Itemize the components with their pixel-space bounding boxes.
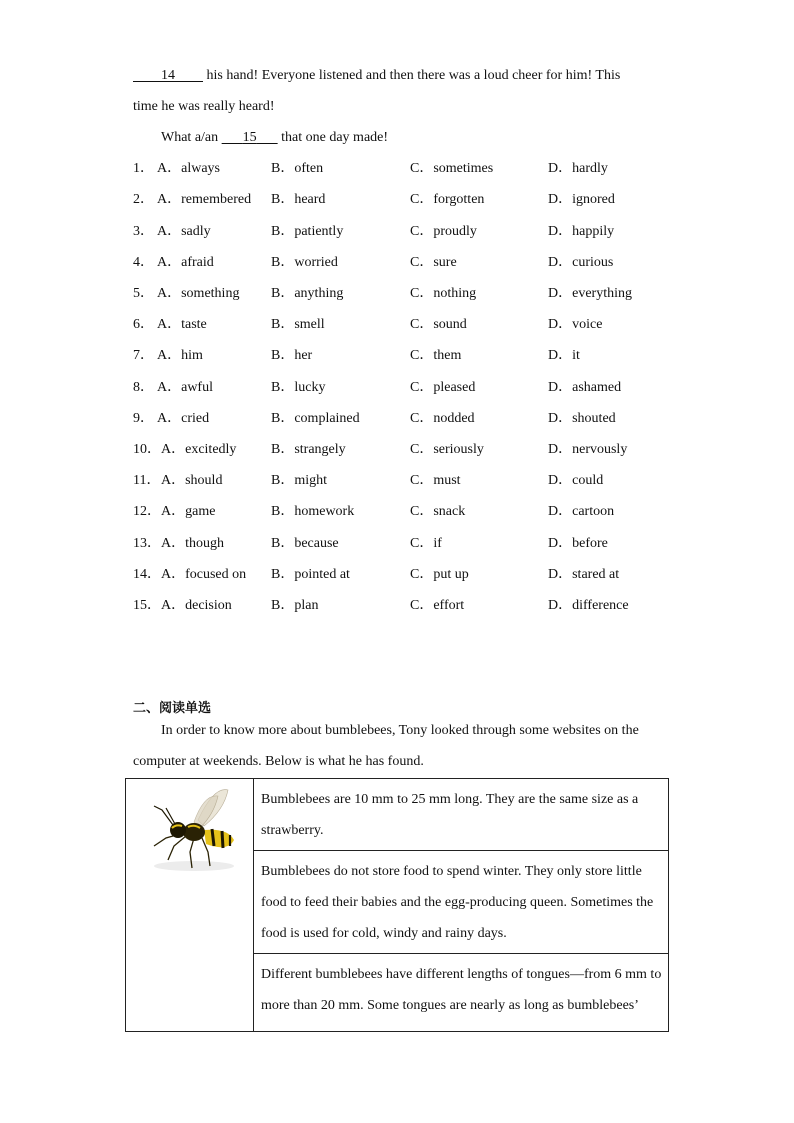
info-cell-food: Bumblebees do not store food to spend winter. They only store little food to feed their babies and the egg-producing queen. Sometimes the food is used for cold, windy and rainy days. [254, 851, 669, 954]
question-number: 4． [133, 255, 154, 270]
option-b: B．smell [271, 317, 325, 332]
blank-14 [133, 67, 203, 85]
option-c: C．pleased [410, 380, 476, 395]
option-c: C．them [410, 348, 462, 363]
question-number: 12． [133, 504, 161, 519]
option-c: C．if [410, 536, 442, 551]
option-c: C．must [410, 473, 461, 488]
option-d: D．shouted [548, 411, 616, 426]
question-number: 10． [133, 442, 161, 457]
option-a: A．awful [157, 380, 213, 395]
question-number: 7． [133, 348, 154, 363]
question-number: 6． [133, 317, 154, 332]
option-a: A．afraid [157, 255, 214, 270]
option-a: A．excitedly [161, 442, 237, 457]
option-b: B．heard [271, 192, 326, 207]
option-d: D．it [548, 348, 580, 363]
option-d: D．happily [548, 224, 615, 239]
option-b: B．homework [271, 504, 355, 519]
option-d: D．before [548, 536, 608, 551]
option-a: A．game [161, 504, 216, 519]
option-b: B．plan [271, 598, 319, 613]
option-c: C．sometimes [410, 161, 494, 176]
option-b: B．anything [271, 286, 344, 301]
question-number: 14． [133, 567, 161, 582]
option-d: D．difference [548, 598, 629, 613]
option-b: B．might [271, 473, 328, 488]
option-a: A．though [161, 536, 224, 551]
passage-line-2: time he was really heard! [133, 99, 275, 114]
option-d: D．everything [548, 286, 632, 301]
question-number: 11． [133, 473, 161, 488]
option-c: C．sound [410, 317, 467, 332]
option-a: A．decision [161, 598, 232, 613]
section-heading: 二、阅读单选 [133, 701, 212, 716]
option-d: D．nervously [548, 442, 628, 457]
option-d: D．stared at [548, 567, 620, 582]
blank-number: 15 [242, 130, 257, 145]
passage-text: that one day made! [277, 130, 389, 145]
option-b: B．because [271, 536, 339, 551]
option-c: C．nothing [410, 286, 477, 301]
passage-text: What a/an [161, 130, 222, 145]
option-d: D．hardly [548, 161, 608, 176]
option-d: D．ashamed [548, 380, 622, 395]
option-a: A．should [161, 473, 223, 488]
option-b: B．strangely [271, 442, 346, 457]
option-a: A．him [157, 348, 203, 363]
option-b: B．worried [271, 255, 338, 270]
option-c: C．forgotten [410, 192, 485, 207]
option-a: A．sadly [157, 224, 211, 239]
option-c: C．seriously [410, 442, 484, 457]
option-d: D．curious [548, 255, 614, 270]
question-number: 15． [133, 598, 161, 613]
option-a: A．focused on [161, 567, 247, 582]
question-number: 2． [133, 192, 154, 207]
passage-line-1 [133, 67, 620, 85]
option-b: B．pointed at [271, 567, 350, 582]
question-number: 9． [133, 411, 154, 426]
option-a: A．cried [157, 411, 210, 426]
bumblebee-info-table [125, 778, 669, 1032]
option-c: C．snack [410, 504, 466, 519]
option-b: B．patiently [271, 224, 344, 239]
option-b: B．her [271, 348, 313, 363]
option-b: B．lucky [271, 380, 326, 395]
option-d: D．voice [548, 317, 603, 332]
passage-line-3 [161, 129, 388, 147]
reading-intro-line-1: In order to know more about bumblebees, Tony looked through some websites on the [161, 723, 639, 738]
option-a: A．something [157, 286, 240, 301]
wasp-image [144, 780, 236, 880]
passage-text: his hand! Everyone listened and then there was a loud cheer for him! This [203, 68, 621, 83]
option-c: C．put up [410, 567, 469, 582]
question-number: 8． [133, 380, 154, 395]
blank-15 [222, 129, 278, 147]
table-row [126, 779, 669, 851]
option-b: B．complained [271, 411, 360, 426]
option-c: C．effort [410, 598, 465, 613]
option-a: A．taste [157, 317, 207, 332]
question-number: 3． [133, 224, 154, 239]
option-b: B．often [271, 161, 324, 176]
question-number: 5． [133, 286, 154, 301]
reading-intro-line-2: computer at weekends. Below is what he has found. [133, 754, 424, 769]
option-c: C．nodded [410, 411, 475, 426]
blank-number: 14 [161, 68, 175, 83]
option-a: A．always [157, 161, 220, 176]
option-d: D．could [548, 473, 604, 488]
image-cell [126, 779, 254, 1032]
info-cell-size: Bumblebees are 10 mm to 25 mm long. They are the same size as a strawberry. [254, 779, 669, 851]
question-number: 13． [133, 536, 161, 551]
info-cell-tongue: Different bumblebees have different lengths of tongues—from 6 mm to more than 20 mm. Some tongues are nearly as long as bumblebees’ [254, 954, 669, 1032]
option-a: A．remembered [157, 192, 252, 207]
question-number: 1． [133, 161, 154, 176]
option-d: D．ignored [548, 192, 615, 207]
option-c: C．sure [410, 255, 457, 270]
option-c: C．proudly [410, 224, 477, 239]
option-d: D．cartoon [548, 504, 615, 519]
